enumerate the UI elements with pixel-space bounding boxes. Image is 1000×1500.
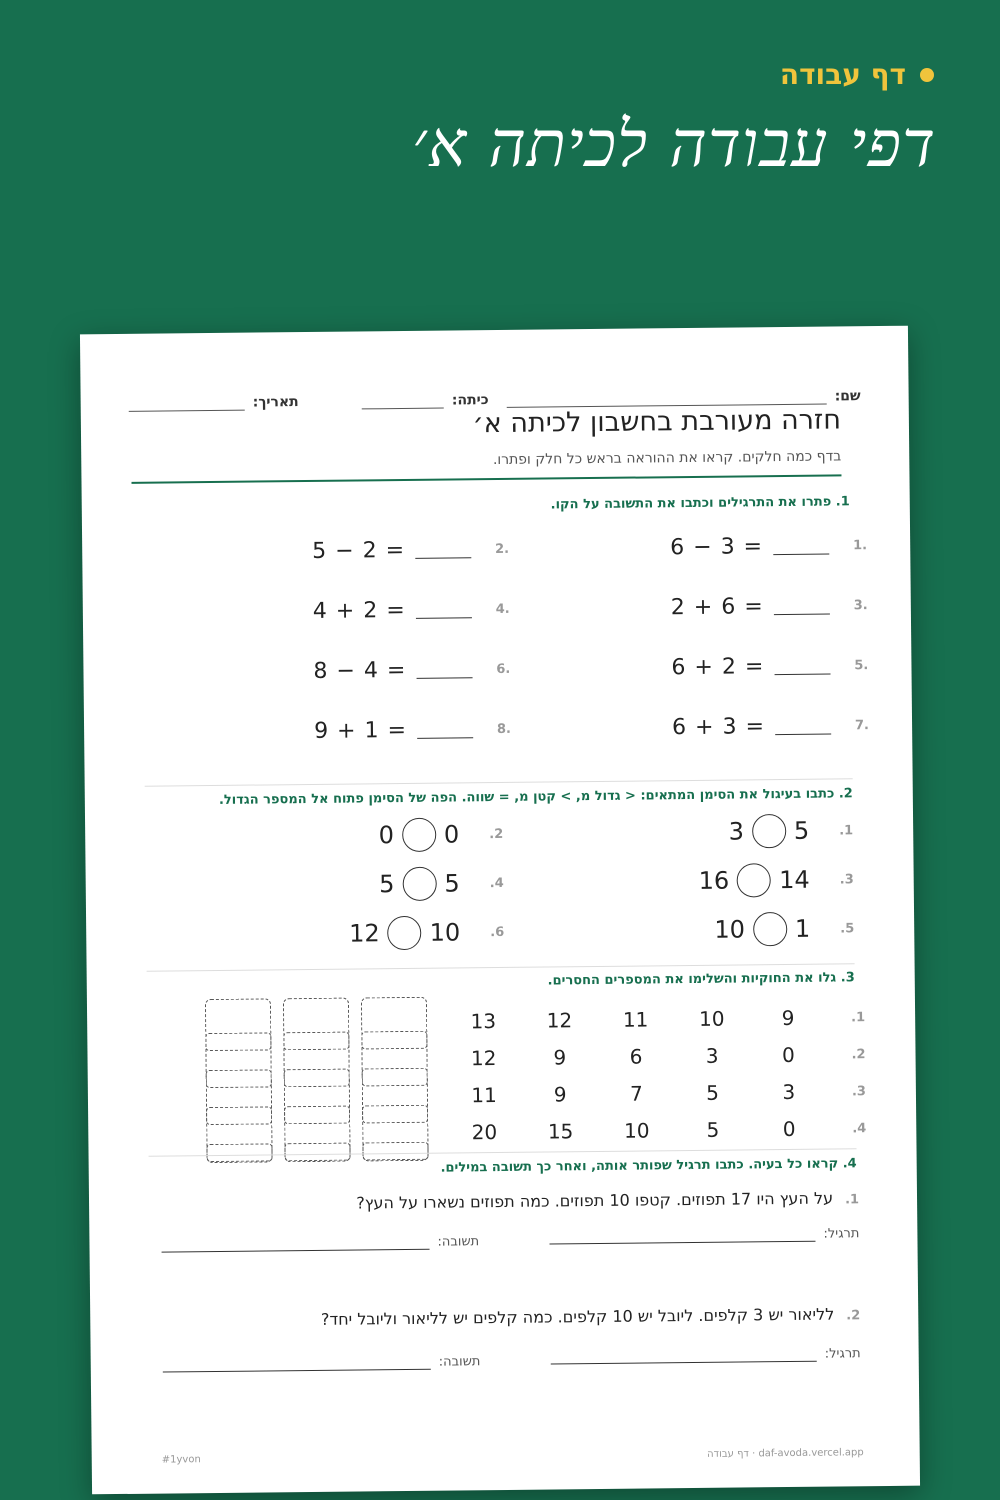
comparison-number: 3. [839,871,854,887]
comparison-number: 1. [839,822,854,838]
comparison-item [714,908,854,949]
exercise-expression: 6 + 2 = [671,653,765,680]
sign-circle[interactable] [402,818,436,852]
sequence-value: 12 [470,1046,497,1071]
problem-number: 2. [846,1308,861,1324]
page-title: דפי עבודה לכיתה א׳ [411,108,936,182]
sequence-number: 1. [851,1009,866,1025]
exercise-item [671,590,891,622]
sequence-row [445,1039,865,1073]
comparison-left-value: 10 [429,918,461,947]
answer-label: תשובה: [438,1354,481,1370]
comparison-left-value: 5 [444,869,460,898]
sequence-value: 12 [546,1008,573,1033]
exercise-number: 3. [853,597,868,613]
sequence-value: 9 [553,1082,567,1107]
comparison-right-value: 0 [378,821,395,850]
answer-slot[interactable] [362,1142,428,1161]
exercise-expression: 8 − 4 = [313,657,407,684]
word-problem [356,1188,859,1212]
exercise-expression: 4 + 2 = [312,597,406,624]
exercise-line[interactable] [549,1228,815,1245]
header-tag-text: דף עבודה [779,58,906,91]
answer-label: תשובה: [437,1234,480,1250]
answer-blank[interactable] [417,720,473,739]
sequence-value: 5 [706,1117,720,1142]
name-label: שם: [834,388,861,405]
date-line[interactable] [129,395,245,412]
bullet-dot-icon [920,68,934,82]
footer-site: דף עבודה · daf-avoda.vercel.app [707,1447,864,1460]
sign-circle[interactable] [752,814,786,848]
sequence-value: 0 [782,1116,796,1142]
exercise-number: 1. [852,537,868,553]
worksheet-title: חזרה מעורבת בחשבון לכיתה א׳ [472,404,842,440]
exercise-item [312,534,532,566]
sequence-number: 3. [851,1083,866,1099]
exercise-expression: 6 − 3 = [670,533,764,560]
comparison-item [698,859,854,901]
date-label: תאריך: [252,394,299,411]
sign-circle[interactable] [753,912,787,946]
answer-slot[interactable] [284,1106,350,1125]
class-label: כיתה: [451,392,489,409]
sequence-value: 3 [705,1043,719,1068]
comparison-item [728,810,853,851]
problem-number: 1. [844,1192,860,1208]
exercise-line[interactable] [551,1348,817,1365]
sequence-value: 10 [698,1006,725,1031]
sequence-value: 13 [470,1009,497,1034]
class-field[interactable] [362,392,489,409]
date-field[interactable] [129,394,299,412]
answer-slot[interactable] [361,1031,427,1050]
header-tag [780,58,934,91]
exercise-item [313,594,533,626]
sign-circle[interactable] [737,863,771,897]
answer-slot[interactable] [283,1032,349,1051]
exercise-number: 5. [854,657,869,673]
exercise-label: תרגיל: [824,1346,861,1362]
answer-slot[interactable] [284,1143,350,1162]
sequence-value: 7 [629,1081,643,1106]
sequence-row [446,1076,866,1110]
sequence-number: 2. [851,1046,866,1062]
section2-heading: 2. כתבו בעיגול את הסימן המתאים: < גדול מ, > קטן מ, = שווה. הפה של הסימן פתוח אל המספר הגדול. [218,786,853,808]
exercise-item [313,654,533,686]
exercise-number: 2. [495,541,510,557]
answer-slot[interactable] [206,1143,272,1162]
answer-field[interactable] [163,1354,481,1372]
sequence-value: 9 [553,1045,567,1070]
sign-circle[interactable] [388,916,422,950]
footer-code: #1yvon [161,1454,201,1466]
word-problem [321,1304,861,1329]
answer-blank[interactable] [416,660,472,679]
sign-circle[interactable] [402,867,436,901]
comparison-left-value: 0 [443,820,460,849]
exercise-item [670,530,890,562]
sequence-value: 11 [622,1007,649,1032]
comparison-left-value: 14 [779,865,810,895]
answer-slot[interactable] [206,1069,272,1088]
exercise-expression: 6 + 3 = [671,713,766,740]
comparison-right-value: 16 [698,866,730,895]
answer-field[interactable] [161,1234,479,1252]
answer-blank[interactable] [416,600,472,619]
answer-line[interactable] [163,1356,431,1373]
problem-text: על העץ היו 17 תפוזים. קטפו 10 תפוזים. כמה תפוזים נשארו על העץ? [356,1188,834,1213]
sequence-value: 10 [623,1118,650,1143]
exercise-number: 4. [495,601,510,617]
answer-line[interactable] [161,1236,429,1253]
sequence-value: 6 [629,1044,643,1069]
exercise-item [672,710,892,742]
exercise-item [671,650,891,682]
comparison-left-value: 1 [794,914,811,943]
sequence-value: 9 [781,1005,795,1031]
exercise-item [314,714,534,746]
section3-heading: 3. גלו את החוקיות והשלימו את המספרים החסרים. [547,970,855,989]
answer-blank[interactable] [773,537,829,556]
problem-text: לליאור יש 3 קלפים. ליובל יש 10 קלפים. כמה קלפים יש לליאור וליובל יחד? [320,1304,835,1329]
answer-blank[interactable] [774,597,830,616]
exercise-number: 6. [496,661,511,677]
exercise-field[interactable] [551,1346,861,1364]
exercise-label: תרגיל: [823,1226,860,1242]
exercise-expression: 2 + 6 = [670,593,764,620]
section1-heading: 1. פתרו את התרגילים וכתבו את התשובה על הקו. [550,494,850,513]
worksheet-subtitle: בדף כמה חלקים. קראו את ההוראה בראש כל חלק ופתרו. [492,448,842,469]
comparison-item [378,814,503,855]
sequence-number: 4. [852,1120,867,1136]
exercise-field[interactable] [549,1226,859,1244]
answer-blank[interactable] [775,717,831,736]
header-divider [131,474,841,483]
exercise-number: 8. [496,721,512,737]
comparison-right-value: 5 [379,870,395,899]
comparison-item [349,912,505,954]
comparison-right-value: 3 [728,817,745,846]
sequence-value: 11 [471,1083,497,1108]
sequence-value: 3 [782,1079,796,1105]
answer-blank[interactable] [415,540,471,559]
sequence-value: 20 [471,1120,498,1145]
exercise-expression: 9 + 1 = [313,717,408,744]
sequence-value: 15 [547,1119,574,1144]
answer-slot[interactable] [205,1032,271,1051]
comparison-item [379,863,504,904]
section-divider [145,778,853,786]
answer-boxes [80,326,908,335]
worksheet-paper [80,326,920,1495]
sequence-row [446,1113,866,1147]
class-line[interactable] [362,393,444,410]
comparison-right-value: 10 [714,915,746,944]
answer-blank[interactable] [774,657,830,676]
section4-heading: 4. קראו כל בעיה. כתבו תרגיל שפותר אותה, ואחר כך תשובה במילים. [440,1156,857,1176]
comparison-left-value: 5 [793,816,810,845]
comparison-number: 2. [489,826,504,842]
comparison-number: 6. [490,924,505,940]
comparison-right-value: 12 [348,919,380,948]
sequence-row [445,1002,865,1036]
answer-slot[interactable] [284,1069,350,1088]
sequence-value: 5 [706,1080,720,1105]
answer-slot[interactable] [362,1105,428,1124]
answer-slot[interactable] [206,1106,272,1125]
exercise-number: 7. [854,717,870,733]
exercise-expression: 5 − 2 = [312,537,406,564]
sequence-value: 0 [781,1042,795,1068]
comparison-number: 5. [840,920,855,936]
answer-slot[interactable] [362,1068,428,1087]
comparison-number: 4. [489,875,504,891]
